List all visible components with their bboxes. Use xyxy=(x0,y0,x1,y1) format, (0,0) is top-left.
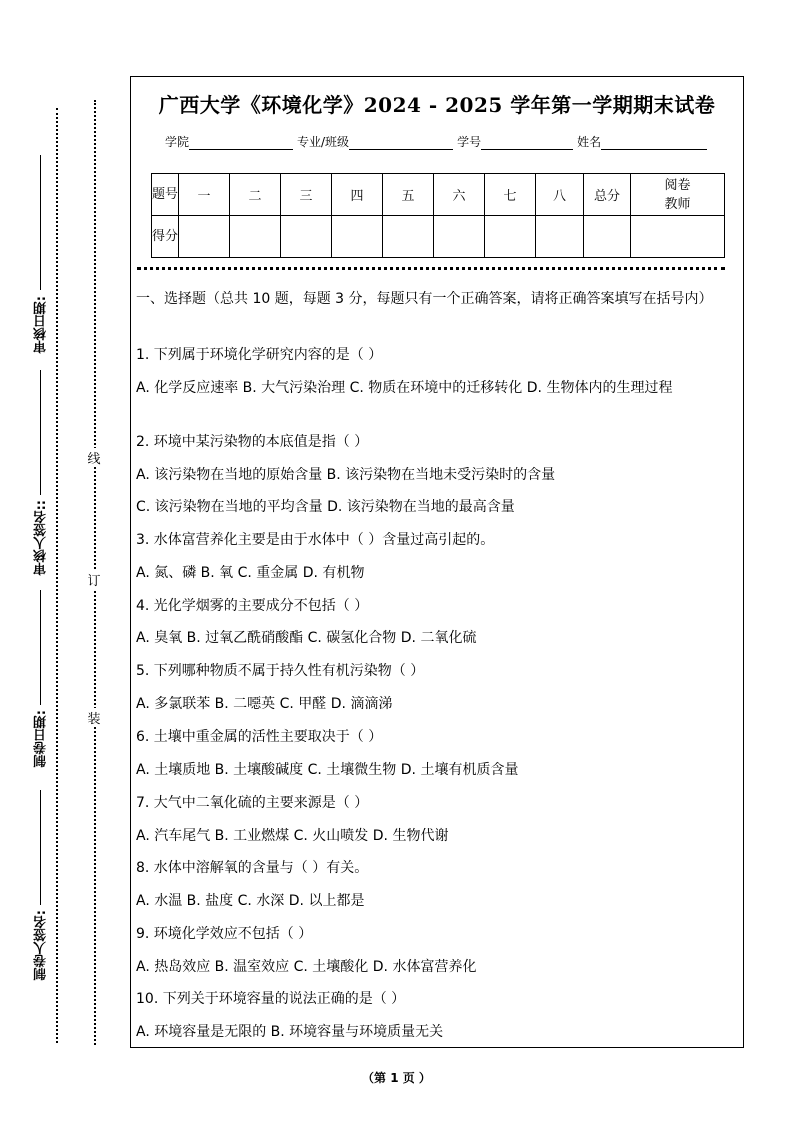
question-6: 6. 土壤中重金属的活性主要取决于（ ） xyxy=(136,729,383,745)
question-2-options-2: C. 该污染物在当地的平均含量 D. 该污染物在当地的最高含量 xyxy=(136,499,515,515)
exam-frame xyxy=(130,76,744,1048)
binding-char-ding: 订 xyxy=(86,570,102,589)
college-field[interactable] xyxy=(189,137,293,150)
score-cell-5[interactable] xyxy=(383,216,434,258)
question-5: 5. 下列哪种物质不属于持久性有机污染物（ ） xyxy=(136,663,425,679)
score-cell-4[interactable] xyxy=(332,216,383,258)
grader-cell[interactable] xyxy=(631,216,725,258)
question-9: 9. 环境化学效应不包括（ ） xyxy=(136,926,313,942)
reviewer-sign-line xyxy=(40,370,41,495)
question-4: 4. 光化学烟雾的主要成分不包括（ ） xyxy=(136,598,369,614)
col-7: 七 xyxy=(485,174,536,216)
header-separator xyxy=(137,267,725,270)
question-6-options: A. 土壤质地 B. 土壤酸碱度 C. 土壤微生物 D. 土壤有机质含量 xyxy=(136,762,519,778)
review-date-label: 审核日期: xyxy=(34,296,49,354)
score-cell-2[interactable] xyxy=(230,216,281,258)
col-total: 总分 xyxy=(584,174,631,216)
name-label: 姓名 xyxy=(577,135,602,149)
preparer-sign-line xyxy=(40,790,41,905)
col-1: 一 xyxy=(179,174,230,216)
question-1-options: A. 化学反应速率 B. 大气污染治理 C. 物质在环境中的迁移转化 D. 生物体内的生理过程 xyxy=(136,380,673,396)
name-field[interactable] xyxy=(601,137,707,150)
col-8: 八 xyxy=(536,174,584,216)
score-cell-total[interactable] xyxy=(584,216,631,258)
reviewer-sign-label: 审核人签名:: xyxy=(34,500,49,576)
score-label: 得分 xyxy=(152,216,179,258)
binding-dotted-line xyxy=(56,108,58,1043)
question-2-options: A. 该污染物在当地的原始含量 B. 该污染物在当地未受污染时的含量 xyxy=(136,467,556,483)
col-6: 六 xyxy=(434,174,485,216)
grader-label: 阅卷教师 xyxy=(631,174,725,216)
student-id-field[interactable] xyxy=(481,137,573,150)
score-table xyxy=(151,173,725,258)
col-2: 二 xyxy=(230,174,281,216)
student-id-label: 学号 xyxy=(457,135,482,149)
question-5-options: A. 多氯联苯 B. 二噁英 C. 甲醛 D. 滴滴涕 xyxy=(136,696,393,712)
question-number-label: 题号 xyxy=(152,174,179,216)
score-table-score-row xyxy=(152,216,725,258)
col-5: 五 xyxy=(383,174,434,216)
question-7-options: A. 汽车尾气 B. 工业燃煤 C. 火山喷发 D. 生物代谢 xyxy=(136,828,449,844)
major-field[interactable] xyxy=(349,137,453,150)
major-label: 专业/班级 xyxy=(297,135,350,149)
col-4: 四 xyxy=(332,174,383,216)
exam-title: 广西大学《环境化学》2024 - 2025 学年第一学期期末试卷 xyxy=(158,93,716,117)
question-7: 7. 大气中二氧化硫的主要来源是（ ） xyxy=(136,795,369,811)
college-label: 学院 xyxy=(165,135,190,149)
score-table-header-row xyxy=(152,174,725,216)
score-cell-7[interactable] xyxy=(485,216,536,258)
question-8-options: A. 水温 B. 盐度 C. 水深 D. 以上都是 xyxy=(136,893,365,909)
question-3: 3. 水体富营养化主要是由于水体中（ ）含量过高引起的。 xyxy=(136,532,495,548)
section1-heading: 一、选择题（总共 10 题，每题 3 分，每题只有一个正确答案，请将正确答案填写在括号内） xyxy=(136,291,713,307)
preparer-sign-label: 制卷人签名: xyxy=(34,910,49,981)
student-info-row xyxy=(165,133,711,150)
col-3: 三 xyxy=(281,174,332,216)
review-date-line xyxy=(40,155,41,290)
binding-char-xian: 线 xyxy=(86,448,102,467)
question-10-options: A. 环境容量是无限的 B. 环境容量与环境质量无关 xyxy=(136,1024,444,1040)
prep-date-line xyxy=(40,590,41,705)
question-3-options: A. 氮、磷 B. 氧 C. 重金属 D. 有机物 xyxy=(136,565,365,581)
question-2: 2. 环境中某污染物的本底值是指（ ） xyxy=(136,434,369,450)
question-4-options: A. 臭氧 B. 过氧乙酰硝酸酯 C. 碳氢化合物 D. 二氧化硫 xyxy=(136,630,477,646)
question-10: 10. 下列关于环境容量的说法正确的是（ ） xyxy=(136,991,406,1007)
page-footer: （第 1 页 ） xyxy=(362,1071,431,1085)
question-8: 8. 水体中溶解氧的含量与（ ）有关。 xyxy=(136,860,369,876)
prep-date-label: 制卷日期: xyxy=(34,710,49,768)
score-cell-6[interactable] xyxy=(434,216,485,258)
score-cell-3[interactable] xyxy=(281,216,332,258)
score-cell-8[interactable] xyxy=(536,216,584,258)
question-1: 1. 下列属于环境化学研究内容的是（ ） xyxy=(136,347,383,363)
score-cell-1[interactable] xyxy=(179,216,230,258)
binding-char-zhuang: 装 xyxy=(86,708,102,727)
question-9-options: A. 热岛效应 B. 温室效应 C. 土壤酸化 D. 水体富营养化 xyxy=(136,959,477,975)
